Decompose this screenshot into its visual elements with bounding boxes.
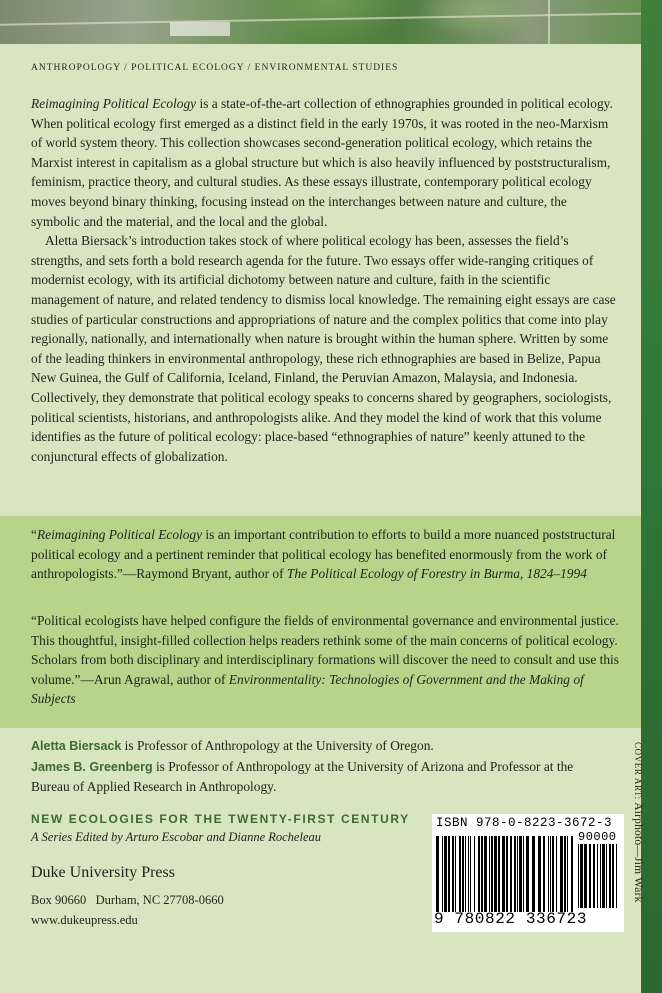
barcode-bar (470, 836, 471, 912)
author-bio-text-2: is Professor of Anthropology at the University of Arizona and Professor at the Bureau of Applied Research in Anthropology. (31, 758, 574, 795)
book-description (31, 94, 619, 466)
cover-art-credit-text: Airphoto—Jim Wark (632, 799, 644, 903)
barcode-bar (498, 836, 500, 912)
ean-barcode-bars (436, 836, 574, 912)
cover-art-credit (632, 742, 644, 903)
quote-2-source: Environmentality: Technologies of Government and the Making of Subjects (31, 671, 584, 707)
barcode-bar (578, 844, 579, 908)
author-name-1: Aletta Biersack (31, 739, 122, 753)
barcode-bar (444, 836, 447, 912)
barcode-bar (548, 836, 549, 912)
paragraph-1-text: is a state-of-the-art collection of ethnographies grounded in political ecology. When political ecology first emerged as a distinct field in the early 1970s, it was rooted in the neo-Marxism of world system theory. This collection showcases second-generation political ecology, which retains the Marxist interest in capitalism as a global structure but which is also heavily influenced by poststructuralism, feminism, practice theory, and cultural studies. As these essays illustrate, contemporary political ecology moves beyond binary thinking, focusing instead on the interchanges between nature and culture, the symbolic and the material, and the local and the global. (31, 96, 613, 229)
barcode-bar (612, 844, 614, 908)
barcode-bar (616, 844, 617, 908)
barcode-bar (489, 836, 490, 912)
barcode-bar (442, 836, 443, 912)
barcode-bar (481, 836, 483, 912)
book-title-italic: Reimagining Political Ecology (31, 96, 197, 111)
quote-1-title: Reimagining Political Ecology (36, 527, 203, 542)
barcode-bar (543, 836, 545, 912)
barcode-bar (593, 844, 595, 908)
barcode-bar (552, 836, 554, 912)
barcode-bar (584, 844, 587, 908)
series-title: NEW ECOLOGIES FOR THE TWENTY-FIRST CENTURY (31, 812, 410, 826)
barcode-bar (517, 836, 518, 912)
author-bios (31, 736, 591, 797)
isbn-text: ISBN 978-0-8223-3672-3 (436, 816, 613, 830)
barcode-bar (468, 836, 469, 912)
publisher-name: Duke University Press (31, 864, 175, 881)
author-name-2: James B. Greenberg (31, 759, 153, 774)
description-paragraph-2: Aletta Biersack’s introduction takes stock of where political ecology has been, assesses the field’s strengths, and sets forth a bold research agenda for the future. Two essays offer wide-ranging critiques of modernist ecology, with its artificial dichotomy between nature and culture, faith in the scientific management of nature, and related tendency to dismiss local knowledge. The remaining eight essays are case studies of particular constructions and appropriations of nature and the complex politics that come into play regionally, nationally, and internationally when nature is brought within the human sphere. Written by some of the leading thinkers in environmental anthropology, these rich ethnographies are based in Belize, Papua New Guinea, the Gulf of California, Iceland, Finland, the Peruvian Amazon, Malaysia, and Indonesia. Collectively, they demonstrate that political ecology speaks to concerns shared by geographers, sociologists, political scientists, historians, and anthropologists alike. And they model the kind of work that this volume identifies as the future of political ecology: place-based “ethnographies of nature” keenly attuned to the conjunctural effects of globalization. (31, 233, 616, 464)
barcode-bar (510, 836, 512, 912)
author-bio-text-1: is Professor of Anthropology at the University of Oregon. (121, 738, 434, 753)
barcode-bar (609, 844, 611, 908)
barcode-bar (538, 836, 541, 912)
barcode-bar (526, 836, 529, 912)
publisher-website: www.dukeupress.edu (31, 913, 138, 927)
quote-2-text: “Political ecologists have helped configure the fields of environmental governance and environmental justice. This thoughtful, insight-filled collection helps readers rethink some of the main concerns of political ecology. Scholars from both disciplinary and interdisciplinary formations will discover the need to consult and use this volume.”—Arun Agrawal, author of (31, 613, 619, 687)
series-editors: A Series Edited by Arturo Escobar and Dianne Rocheleau (31, 830, 321, 844)
ean-number: 9 780822 336723 (434, 910, 588, 928)
barcode-bar (474, 836, 475, 912)
barcode-bar (550, 836, 551, 912)
barcode-bar (506, 836, 508, 912)
barcode-bar (523, 836, 524, 912)
quote-1-open-mark: “ (31, 527, 37, 542)
barcode-bar (556, 836, 557, 912)
barcode-bar (571, 836, 573, 912)
endorsement-quote-2 (31, 611, 619, 709)
description-paragraph-1 (31, 94, 619, 231)
barcode-bar (494, 836, 497, 912)
endorsement-quote-1 (31, 525, 619, 584)
barcode-bar (465, 836, 466, 912)
barcode-bar (580, 844, 583, 908)
barcode-bar (560, 836, 563, 912)
photo-road (0, 12, 662, 26)
barcode-bar (602, 844, 605, 908)
photo-building (170, 22, 230, 36)
barcode-bar (519, 836, 522, 912)
price-addon-number: 90000 (578, 830, 617, 844)
author-bio-2 (31, 757, 591, 797)
barcode-bar (532, 836, 535, 912)
cover-photo-strip (0, 0, 662, 44)
publisher-address: Box 90660 Durham, NC 27708-0660 (31, 893, 224, 907)
barcode-bar (459, 836, 461, 912)
barcode-bar (462, 836, 464, 912)
barcode-bar (606, 844, 607, 908)
isbn-barcode (432, 814, 624, 932)
barcode-bar (484, 836, 487, 912)
barcode-bar (589, 844, 591, 908)
quote-1-source: The Political Ecology of Forestry in Burma, 1824–1994 (286, 566, 587, 582)
quote-1-text: is an important contribution to efforts to build a more nuanced poststructural political ecology and a pertinent reminder that political ecology has benefited enormously from the work of anthropologists.”—Raymond Bryant, author of (31, 527, 616, 582)
spine-edge-band (641, 0, 662, 993)
barcode-bar (514, 836, 516, 912)
barcode-bar (600, 844, 601, 908)
barcode-bar (478, 836, 480, 912)
barcode-bar (436, 836, 439, 912)
barcode-bar (448, 836, 450, 912)
photo-road-vertical (548, 0, 550, 44)
barcode-bar (567, 836, 568, 912)
barcode-bar (455, 836, 456, 912)
subject-categories: ANTHROPOLOGY / POLITICAL ECOLOGY / ENVIRONMENTAL STUDIES (31, 63, 399, 73)
barcode-bar (564, 836, 566, 912)
cover-art-label: COVER ART: (633, 742, 643, 800)
publisher-contact (31, 890, 224, 930)
addon-barcode-bars (578, 844, 620, 908)
author-bio-1 (31, 736, 591, 757)
barcode-bar (452, 836, 454, 912)
barcode-bar (491, 836, 493, 912)
barcode-bar (502, 836, 505, 912)
barcode-bar (597, 844, 598, 908)
